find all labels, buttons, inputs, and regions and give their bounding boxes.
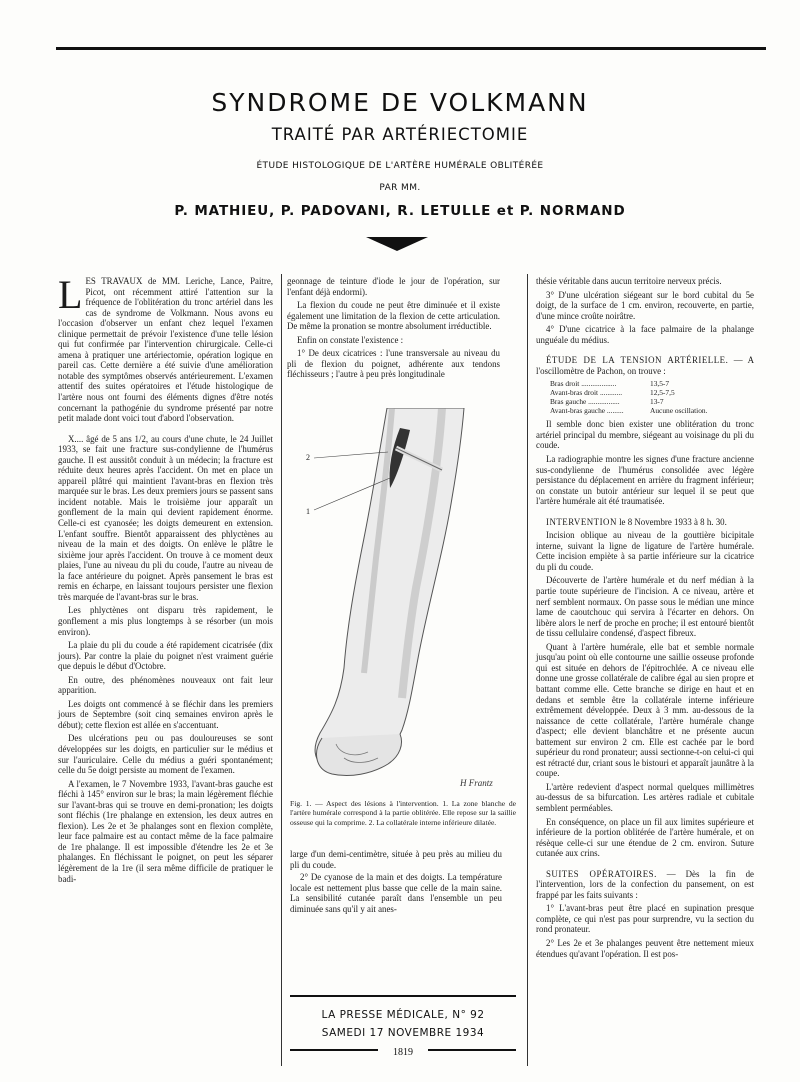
column-2 [287, 276, 500, 383]
article-title: SYNDROME DE VOLKMANN [211, 88, 589, 117]
ornament-triangle [366, 237, 428, 251]
authors: P. MATHIEU, P. PADOVANI, R. LETULLE et P. NORMAND [174, 203, 626, 219]
by-line: PAR MM. [379, 183, 421, 193]
paragraph: INTERVENTION le 8 Novembre 1933 à 8 h. 30. [546, 516, 727, 527]
column-separator [281, 274, 282, 1066]
paragraph: large d'un demi-centimètre, située à peu près au milieu du pli du coude. [290, 849, 502, 870]
paragraph: ÉTUDE DE LA TENSION ARTÉRIELLE. — A l'oscillomètre de Pachon, on trouve : [536, 355, 754, 376]
paragraph: Quant à l'artère humérale, elle bat et semble normale jusqu'au point où elle contourne une saillie osseuse profonde qui est située en dehors de l'épitrochlée. A ce niveau elle donne une grosse collatérale de calibre égal au sien propre et battant comme elle. Cette branche se dirige en haut et en dedans et semble être la collatérale interne inférieure extrêmement développée. Deux à 3 mm. au-dessous de la naissance de cette collatérale, l'artère humérale change d'aspect; elle devient blanchâtre et ne présente aucun battement sur environ 2 cm. Elle est cachée par le bord supérieur du rond pronateur; aussi sectionne-t-on celui-ci qui est rétracté dur, criant sous le bistouri et apparaît jaunâtre à la coupe. [536, 641, 754, 779]
column-1 [58, 272, 273, 887]
section-heading: SUITES OPÉRATOIRES. [546, 868, 657, 879]
column-separator [527, 274, 528, 1066]
paragraph: Enfin on constate l'existence : [297, 334, 404, 345]
paragraph: thésie véritable dans aucun territoire nerveux précis. [536, 276, 722, 286]
column-2-continued [290, 849, 502, 916]
drop-cap: L [58, 272, 83, 317]
tension-row: Bras gauche ................. 13-7 [550, 397, 664, 407]
paragraph: La flexion du coude ne peut être diminuée et il existe également une limitation de la flexion de cette articulation. De même la pronation se montre absolument irréductible. [287, 300, 500, 332]
paragraph: Il semble donc bien exister une oblitération du tronc artériel principal du membre, siégeant au voisinage du pli du coude. [536, 419, 754, 451]
page-number: 1819 [378, 1047, 428, 1058]
paragraph: Des ulcérations peu ou pas douloureuses se sont développées sur les doigts, en particulier sur le médius et sur l'auriculaire. Celle du médius a guéri spontanément; celle du 5e doigt persiste au moment de l'examen. [58, 733, 273, 776]
paragraph: En conséquence, on place un fil aux limites supérieure et inférieure de la portion oblitérée de l'artère humérale, et on résèque celle-ci sur une étendue de 2 cm. environ. Suture cutanée aux crins. [536, 816, 754, 859]
paragraph: A l'examen, le 7 Novembre 1933, l'avant-bras gauche est fléchi à 145° environ sur le bras; la main légèrement fléchie sur l'avant-bras qui se trouve en demi-pronation; les doigts sont fléchis (1re phalange en extension, les deux autres en flexion). Les 2e et 3e phalanges sont en flexion complète, leur face palmaire est au contact même de la face palmaire de 1re phalange. Il est impossible d'étendre les 2e et 3e phalanges. En fléchissant le poignet, on peut les séparer légèrement de la 1re (il sera même difficile de pratiquer le badi- [58, 778, 273, 884]
paragraph: geonnage de teinture d'iode le jour de l'opération, sur l'enfant déjà endormi). [287, 276, 500, 297]
figure-label-2: 2 [306, 453, 310, 462]
arm-illustration [292, 408, 519, 794]
paragraph: 3° D'une ulcération siégeant sur le bord cubital du 5e doigt, de la surface de 1 cm. environ, recouverte, en partie, d'une mince croûte noirâtre. [536, 289, 754, 321]
paragraph: SUITES OPÉRATOIRES. — Dès la fin de l'intervention, lors de la confection du pansement, on est frappé par les faits suivants : [536, 868, 754, 900]
section-heading: INTERVENTION [546, 516, 617, 527]
paragraph: Incision oblique au niveau de la gouttière bicipitale interne, suivant la ligne de ligature de l'artère humérale. Cette incision empiète à sa partie inférieure sur la cicatrice du pli du coude. [536, 530, 754, 572]
top-rule [56, 47, 766, 50]
tension-row: Avant-bras droit ............ 12,5-7,5 [550, 388, 675, 398]
article-subtitle: TRAITÉ PAR ARTÉRIECTOMIE [271, 125, 529, 144]
tension-row: Bras droit ................... 13,5-7 [550, 379, 670, 389]
issue-date: SAMEDI 17 NOVEMBRE 1934 [321, 1027, 485, 1039]
paragraph: 2° De cyanose de la main et des doigts. La température locale est nettement plus basse que celle de la main saine. La sensibilité cutanée paraît dans l'ensemble un peu diminuée sans qu'il y ait anes- [290, 872, 502, 914]
paragraph: Découverte de l'artère humérale et du nerf médian à la partie toute supérieure de l'incision. A ce niveau, artère et nerf semblent normaux. On passe sous le médian une mince lame de caoutchouc qui servira à l'écarter en dehors. On libère alors le nerf de proche en proche; il est entouré bientôt de tissu cellulaire condensé, d'aspect fibreux. [536, 575, 754, 639]
paragraph: 1° De deux cicatrices : l'une transversale au niveau du pli de flexion du poignet, adhérente aux tendons fléchisseurs ; l'autre à peu près longitudinale [287, 348, 500, 380]
paragraph: 1° L'avant-bras peut être placé en supination presque complète, ce qui n'est pas pour surprendre, vu la section du rond pronateur. [536, 903, 754, 935]
figure-label-1: 1 [306, 507, 310, 516]
artist-signature: H Frantz [460, 778, 493, 788]
footer-rule [290, 995, 516, 997]
column-3 [536, 276, 754, 962]
tension-table [550, 379, 754, 415]
paragraph: L'artère redevient d'aspect normal quelques millimètres au-dessus de sa bifurcation. Les artères radiale et cubitale semblent perméables. [536, 781, 754, 813]
figure-caption: Fig. 1. — Aspect des lésions à l'intervention. 1. La zone blanche de l'artère humérale correspond à la partie oblitérée. Elle repose sur la saillie osseuse qui la comprime. 2. La collatérale interne inférieure dilatée. [290, 799, 516, 827]
section-heading: ÉTUDE DE LA TENSION ARTÉRIELLE. [546, 355, 729, 366]
paragraph: LES TRAVAUX de MM. Leriche, Lance, Paitre, Picot, ont récemment attiré l'attention sur la fréquence de l'oblitération du tronc artériel dans les cas de syndrome de Volkmann. Nous avons eu l'occasion d'observer un enfant chez lequel l'examen clinique permettait de prévoir l'existence d'une telle lésion qui fut confirmée par l'intervention chirurgicale. Celle-ci amena à pratiquer une artériectomie, opération logique en pareil cas. Cette dernière a été suivie d'une amélioration notable des symptômes observés antérieurement. L'examen attentif des suites opératoires et l'étude histologique de l'artère nous ont fourni des éléments dignes d'être notés concernant la pathogénie du syndrome présenté par notre petit malade dont voici tout d'abord l'observation. [58, 272, 273, 424]
paragraph: Les doigts ont commencé à se fléchir dans les premiers jours de Septembre (soit cinq semaines environ après le début); cette flexion est allée en s'accentuant. [58, 698, 273, 730]
paragraph: 4° D'une cicatrice à la face palmaire de la phalange unguéale du médius. [536, 324, 754, 345]
study-line: ÉTUDE HISTOLOGIQUE DE L'ARTÈRE HUMÉRALE OBLITÉRÉE [256, 161, 544, 171]
paragraph: X.... âgé de 5 ans 1/2, au cours d'une chute, le 24 Juillet 1933, se fait une fracture sus-condylienne de l'humérus gauche. Il est aussitôt conduit à un médecin; la fracture est réduite deux heures après l'accident. On met en place un appareil plâtré qui maintient l'avant-bras en flexion très marquée sur le bras. Les deux premiers jours se passent sans incident notable. Mais le troisième jour apparaît un gonflement de la main qui devient rapidement énorme. Celle-ci est cyanosée; les doigts demeurent en extension. L'enfant souffre. Bientôt apparaissent des phlyctènes au niveau de la main et des doigts. On enlève le plâtre le sixième jour après l'accident. On trouve à ce moment deux plaies, l'une au niveau du pli du coude, l'autre au niveau de la face antérieure du poignet. Après pansement le bras est remis en écharpe, en laissant toujours persister une flexion très marquée de l'avant-bras sur le bras. [58, 433, 273, 602]
journal-name: LA PRESSE MÉDICALE, N° 92 [321, 1009, 485, 1021]
tension-row: Avant-bras gauche ......... Aucune oscillation. [550, 406, 708, 416]
paragraph: En outre, des phénomènes nouveaux ont fait leur apparition. [58, 674, 273, 696]
paragraph: La plaie du pli du coude a été rapidement cicatrisée (dix jours). Par contre la plaie du poignet n'est vraiment guérie que depuis le début d'Octobre. [58, 640, 273, 672]
paragraph: Les phlyctènes ont disparu très rapidement, le gonflement a mis plus longtemps à se résorber (un mois environ). [58, 605, 273, 637]
paragraph: La radiographie montre les signes d'une fracture ancienne sus-condylienne de l'humérus consolidée avec légère persistance du déplacement en arrière du fragment inférieur; on constate un butoir antérieur sur lequel il se peut que l'artère humérale ait été traumatisée. [536, 454, 754, 507]
paragraph: 2° Les 2e et 3e phalanges peuvent être nettement mieux étendues qu'avant l'opération. Il est pos- [536, 937, 754, 959]
